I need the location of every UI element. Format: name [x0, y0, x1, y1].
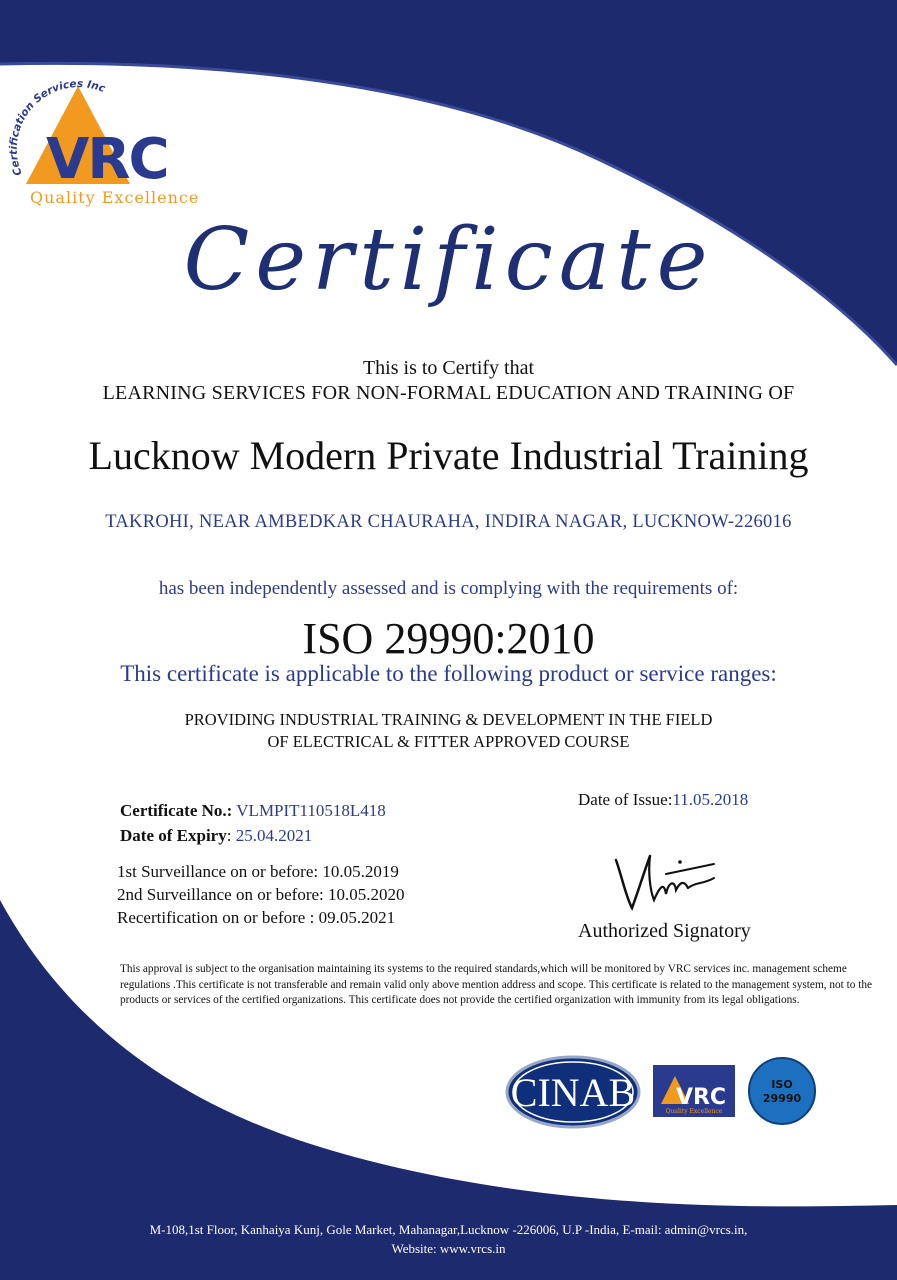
surveillance-list: [117, 860, 405, 929]
surveillance-row: [117, 883, 405, 906]
applicable-line: This certificate is applicable to the following product or service ranges:: [120, 661, 777, 686]
activity-line: LEARNING SERVICES FOR NON-FORMAL EDUCATION AND TRAINING OF: [102, 382, 795, 404]
logo-tagline: Quality Excellence: [30, 188, 200, 207]
expiry-label: Date of Expiry: [120, 826, 227, 845]
footer-address: M-108,1st Floor, Kanhaiya Kunj, Gole Market, Mahanagar,Lucknow -226006, U.P -India, E-mail: admin@vrcs.in,: [149, 1222, 748, 1237]
disclaimer-text: This approval is subject to the organisation maintaining its systems to the required standards,which will be monitored by VRC services inc. management scheme regulations .This certificate is not transferable and remain valid only above mention address and scope. This certificate is related to the management system, not to the products or services of the certified organizations. This certificate does not provide the certified organization with immunity from its legal obligations.: [120, 963, 873, 1006]
iso-badge-top: ISO: [771, 1078, 793, 1091]
accreditation-badges: [505, 1052, 825, 1132]
footer-contact: [0, 1220, 897, 1258]
certificate-details: [120, 798, 386, 848]
certificate-number-value: VLMPIT110518L418: [236, 801, 386, 820]
surveillance-row: [117, 860, 405, 883]
assessment-line: has been independently assessed and is complying with the requirements of:: [158, 578, 739, 599]
vrc-badge: [653, 1065, 735, 1117]
certify-line: This is to Certify that: [362, 357, 535, 379]
footer-website: Website: www.vrcs.in: [391, 1241, 506, 1256]
vrc-badge-tagline: Quality Excellence: [665, 1108, 723, 1115]
surveillance-label: Recertification on or before :: [117, 908, 315, 927]
organization-address: TAKROHI, NEAR AMBEDKAR CHAURAHA, INDIRA NAGAR, LUCKNOW-226016: [105, 512, 792, 532]
authorized-signatory: Authorized Signatory: [578, 920, 751, 942]
certificate-title: Certificate: [183, 210, 714, 310]
cinab-text: CINAB: [510, 1070, 636, 1115]
logo-arc-text: Certification Services Inc: [8, 78, 107, 178]
cinab-badge: [507, 1057, 639, 1127]
surveillance-label: 1st Surveillance on or before:: [117, 862, 319, 881]
surveillance-row: [117, 906, 405, 929]
expiry-value: 25.04.2021: [235, 826, 313, 845]
scope-line: OF ELECTRICAL & FITTER APPROVED COURSE: [267, 732, 630, 751]
surveillance-date: 10.05.2020: [328, 885, 405, 904]
issue-date-value: 11.05.2018: [672, 790, 749, 809]
issue-date: [578, 790, 748, 810]
certificate-number-row: [120, 798, 386, 823]
surveillance-date: 09.05.2021: [318, 908, 396, 927]
issue-date-label: Date of Issue:: [578, 790, 673, 809]
signature-image: [604, 842, 734, 922]
surveillance-label: 2nd Surveillance on or before:: [117, 885, 324, 904]
organization-name: Lucknow Modern Private Industrial Training: [88, 433, 809, 478]
expiry-row: Date of Expiry: 25.04.2021: [120, 826, 313, 845]
iso-badge: [749, 1058, 815, 1124]
surveillance-date: 10.05.2019: [322, 862, 399, 881]
iso-standard: ISO 29990:2010: [302, 614, 595, 663]
scope-line: PROVIDING INDUSTRIAL TRAINING & DEVELOPMENT IN THE FIELD: [184, 710, 713, 729]
vrc-logo: [8, 74, 258, 214]
certificate-number-label: Certificate No.:: [120, 801, 233, 820]
vrc-badge-text: VRC: [675, 1085, 727, 1110]
logo-brand: VRC: [46, 127, 168, 192]
iso-badge-bottom: 29990: [762, 1092, 802, 1105]
